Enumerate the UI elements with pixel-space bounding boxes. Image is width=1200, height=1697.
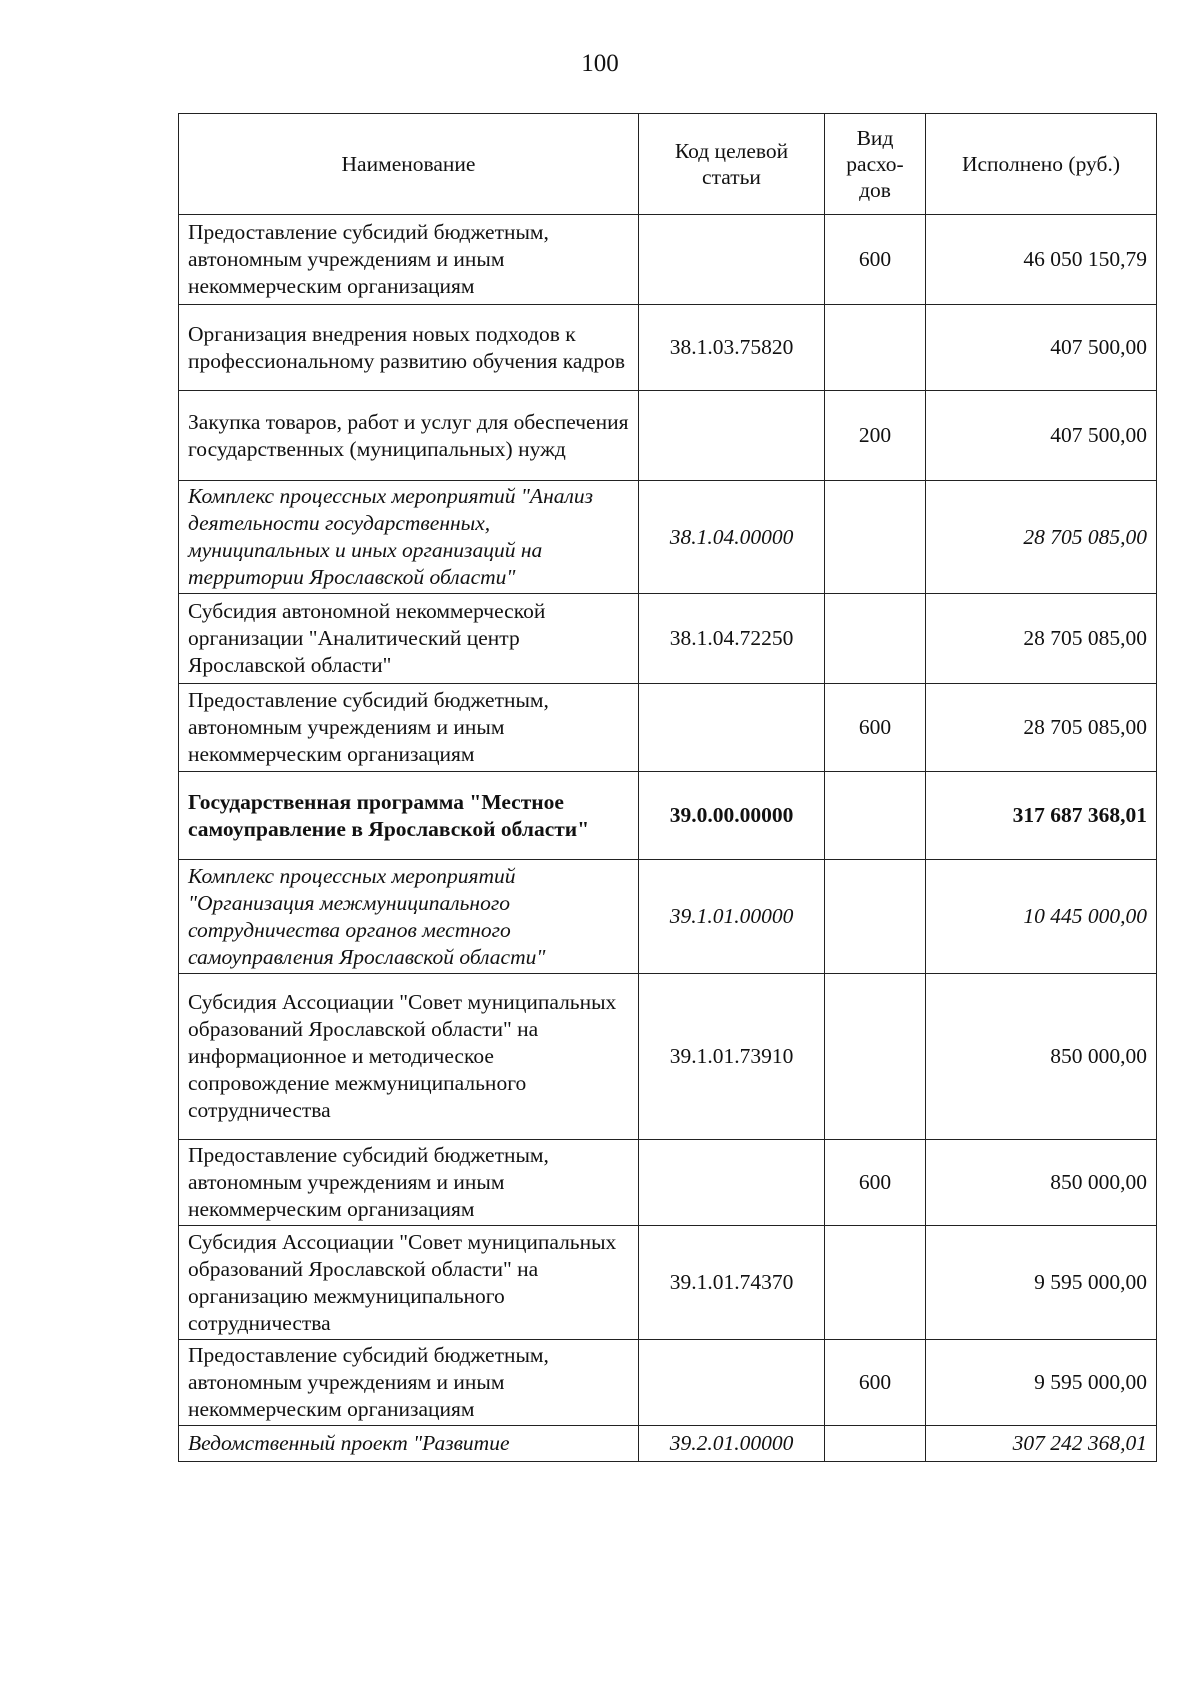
row-name-cell: Субсидия Ассоциации "Совет муниципальных образований Ярославской области" на информационное и методическое сопровождение межмуниципального сотрудничества	[179, 974, 639, 1140]
row-sum-cell: 28 705 085,00	[926, 594, 1157, 684]
row-type-cell: 600	[825, 684, 926, 772]
row-sum-cell: 407 500,00	[926, 305, 1157, 391]
row-sum-cell: 28 705 085,00	[926, 481, 1157, 594]
header-code: Код целевой статьи	[639, 114, 825, 215]
row-sum-cell: 10 445 000,00	[926, 860, 1157, 974]
table-row	[179, 1340, 1157, 1426]
row-name-cell: Субсидия автономной некоммерческой организации "Аналитический центр Ярославской области"	[179, 594, 639, 684]
row-sum-cell: 9 595 000,00	[926, 1226, 1157, 1340]
header-name: Наименование	[179, 114, 639, 215]
row-type-cell: 600	[825, 1140, 926, 1226]
row-code-cell: 39.2.01.00000	[639, 1426, 825, 1462]
table-row	[179, 481, 1157, 594]
row-name-cell: Предоставление субсидий бюджетным, автономным учреждениям и иным некоммерческим организациям	[179, 215, 639, 305]
row-type-cell	[825, 860, 926, 974]
row-sum-cell: 46 050 150,79	[926, 215, 1157, 305]
row-name-cell: Закупка товаров, работ и услуг для обеспечения государственных (муниципальных) нужд	[179, 391, 639, 481]
table-row	[179, 215, 1157, 305]
page-number: 100	[581, 50, 619, 77]
row-sum-cell: 28 705 085,00	[926, 684, 1157, 772]
header-type: Вид расхо-дов	[825, 114, 926, 215]
table-row	[179, 1226, 1157, 1340]
row-type-cell: 600	[825, 1340, 926, 1426]
row-sum-cell: 317 687 368,01	[926, 772, 1157, 860]
table-row	[179, 305, 1157, 391]
row-code-cell: 39.0.00.00000	[639, 772, 825, 860]
row-type-cell	[825, 481, 926, 594]
table-row	[179, 1426, 1157, 1462]
row-code-cell	[639, 215, 825, 305]
row-code-cell	[639, 391, 825, 481]
row-name-cell: Субсидия Ассоциации "Совет муниципальных образований Ярославской области" на организацию межмуниципального сотрудничества	[179, 1226, 639, 1340]
row-type-cell	[825, 305, 926, 391]
row-name-cell: Ведомственный проект "Развитие	[179, 1426, 639, 1462]
row-type-cell	[825, 1226, 926, 1340]
table-row	[179, 772, 1157, 860]
row-sum-cell: 9 595 000,00	[926, 1340, 1157, 1426]
row-sum-cell: 307 242 368,01	[926, 1426, 1157, 1462]
row-code-cell: 38.1.04.72250	[639, 594, 825, 684]
row-code-cell: 39.1.01.74370	[639, 1226, 825, 1340]
row-code-cell: 39.1.01.00000	[639, 860, 825, 974]
table-header-row	[179, 114, 1157, 215]
row-name-cell: Организация внедрения новых подходов к профессиональному развитию обучения кадров	[179, 305, 639, 391]
row-type-cell: 600	[825, 215, 926, 305]
table-row	[179, 391, 1157, 481]
table-row	[179, 860, 1157, 974]
row-sum-cell: 850 000,00	[926, 974, 1157, 1140]
table-row	[179, 594, 1157, 684]
row-code-cell: 38.1.04.00000	[639, 481, 825, 594]
table-row	[179, 684, 1157, 772]
row-code-cell	[639, 1340, 825, 1426]
row-type-cell	[825, 594, 926, 684]
row-name-cell: Комплекс процессных мероприятий "Организация межмуниципального сотрудничества органов местного самоуправления Ярославской области"	[179, 860, 639, 974]
row-type-cell	[825, 772, 926, 860]
table-row	[179, 1140, 1157, 1226]
row-name-cell: Предоставление субсидий бюджетным, автономным учреждениям и иным некоммерческим организациям	[179, 1140, 639, 1226]
row-sum-cell: 850 000,00	[926, 1140, 1157, 1226]
header-sum: Исполнено (руб.)	[926, 114, 1157, 215]
row-type-cell: 200	[825, 391, 926, 481]
row-code-cell	[639, 1140, 825, 1226]
row-type-cell	[825, 1426, 926, 1462]
row-name-cell: Предоставление субсидий бюджетным, автономным учреждениям и иным некоммерческим организациям	[179, 1340, 639, 1426]
table-row	[179, 974, 1157, 1140]
row-type-cell	[825, 974, 926, 1140]
row-code-cell	[639, 684, 825, 772]
table-body	[179, 215, 1157, 1462]
row-name-cell: Государственная программа "Местное самоуправление в Ярославской области"	[179, 772, 639, 860]
row-name-cell: Предоставление субсидий бюджетным, автономным учреждениям и иным некоммерческим организациям	[179, 684, 639, 772]
row-name-cell: Комплекс процессных мероприятий "Анализ деятельности государственных, муниципальных и иных организаций на территории Ярославской области"	[179, 481, 639, 594]
row-code-cell: 38.1.03.75820	[639, 305, 825, 391]
row-code-cell: 39.1.01.73910	[639, 974, 825, 1140]
row-sum-cell: 407 500,00	[926, 391, 1157, 481]
budget-table	[178, 113, 1157, 1462]
